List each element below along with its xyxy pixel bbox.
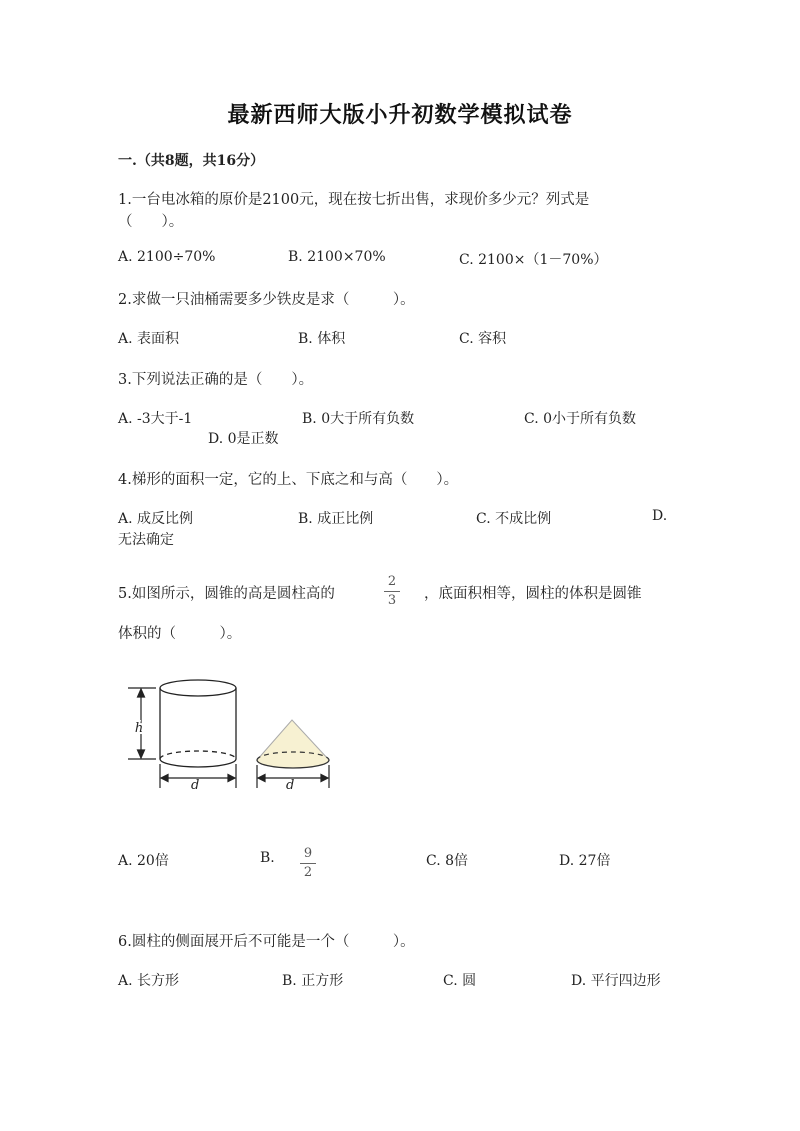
question-5-option-c[interactable]: C. 8倍: [426, 853, 469, 869]
fraction-denominator: 3: [387, 593, 397, 608]
question-1-option-c[interactable]: C. 2100×（1－70%）: [459, 252, 608, 268]
fraction-numerator: 9: [303, 846, 313, 861]
question-1-option-b[interactable]: B. 2100×70%: [288, 249, 386, 265]
question-6-option-d[interactable]: D. 平行四边形: [571, 973, 661, 989]
height-label: h: [134, 721, 144, 736]
cylinder-cone-figure: [124, 676, 344, 806]
cone-shape: [257, 720, 329, 768]
fraction-bar: [384, 591, 400, 592]
fraction-bar: [300, 863, 316, 864]
cylinder-diameter-label: d: [191, 778, 200, 793]
question-6-option-c[interactable]: C. 圆: [443, 973, 477, 989]
question-4-option-d-text[interactable]: 无法确定: [118, 532, 174, 548]
question-2-option-a[interactable]: A. 表面积: [118, 331, 180, 347]
question-3-option-a[interactable]: A. -3大于-1: [118, 411, 193, 427]
question-5-fraction: [382, 574, 402, 609]
cone-diameter-label: d: [286, 778, 295, 793]
question-5-option-b[interactable]: B.: [260, 850, 275, 866]
question-6-text: 6.圆柱的侧面展开后不可能是一个（ ）。: [118, 934, 415, 950]
question-1-text-cont: （ ）。: [118, 214, 184, 230]
question-3-text: 3.下列说法正确的是（ ）。: [118, 372, 314, 388]
question-2-text: 2.求做一只油桶需要多少铁皮是求（ ）。: [118, 292, 415, 308]
question-4-option-a[interactable]: A. 成反比例: [118, 511, 194, 527]
question-5-option-d[interactable]: D. 27倍: [559, 853, 611, 869]
question-5-text: 5.如图所示，圆锥的高是圆柱高的: [118, 586, 335, 602]
question-4-text: 4.梯形的面积一定，它的上、下底之和与高（ ）。: [118, 472, 459, 488]
question-1-text: 1.一台电冰箱的原价是2100元，现在按七折出售，求现价多少元？列式是: [118, 192, 590, 208]
page-title: 最新西师大版小升初数学模拟试卷: [227, 102, 573, 128]
question-6-option-a[interactable]: A. 长方形: [118, 973, 180, 989]
question-4-option-b[interactable]: B. 成正比例: [298, 511, 374, 527]
question-4-option-d-letter[interactable]: D.: [652, 508, 668, 524]
question-3-option-d[interactable]: D. 0是正数: [208, 431, 279, 447]
question-4-option-c[interactable]: C. 不成比例: [476, 511, 552, 527]
section-header: 一.（共8题，共16分）: [118, 153, 265, 169]
question-5-text-line2: 体积的（ ）。: [118, 626, 242, 642]
question-2-option-c[interactable]: C. 容积: [459, 331, 507, 347]
question-3-option-b[interactable]: B. 0大于所有负数: [302, 411, 415, 427]
question-5-option-a[interactable]: A. 20倍: [118, 853, 169, 869]
cylinder-shape: [160, 680, 236, 767]
fraction-numerator: 2: [387, 574, 397, 589]
question-5-text-cont: ，底面积相等，圆柱的体积是圆锥: [424, 586, 642, 602]
fraction-denominator: 2: [303, 865, 313, 880]
question-1-option-a[interactable]: A. 2100÷70%: [118, 249, 216, 265]
question-3-option-c[interactable]: C. 0小于所有负数: [524, 411, 637, 427]
question-5-option-b-fraction: [298, 846, 318, 881]
question-2-option-b[interactable]: B. 体积: [298, 331, 346, 347]
question-6-option-b[interactable]: B. 正方形: [282, 973, 344, 989]
